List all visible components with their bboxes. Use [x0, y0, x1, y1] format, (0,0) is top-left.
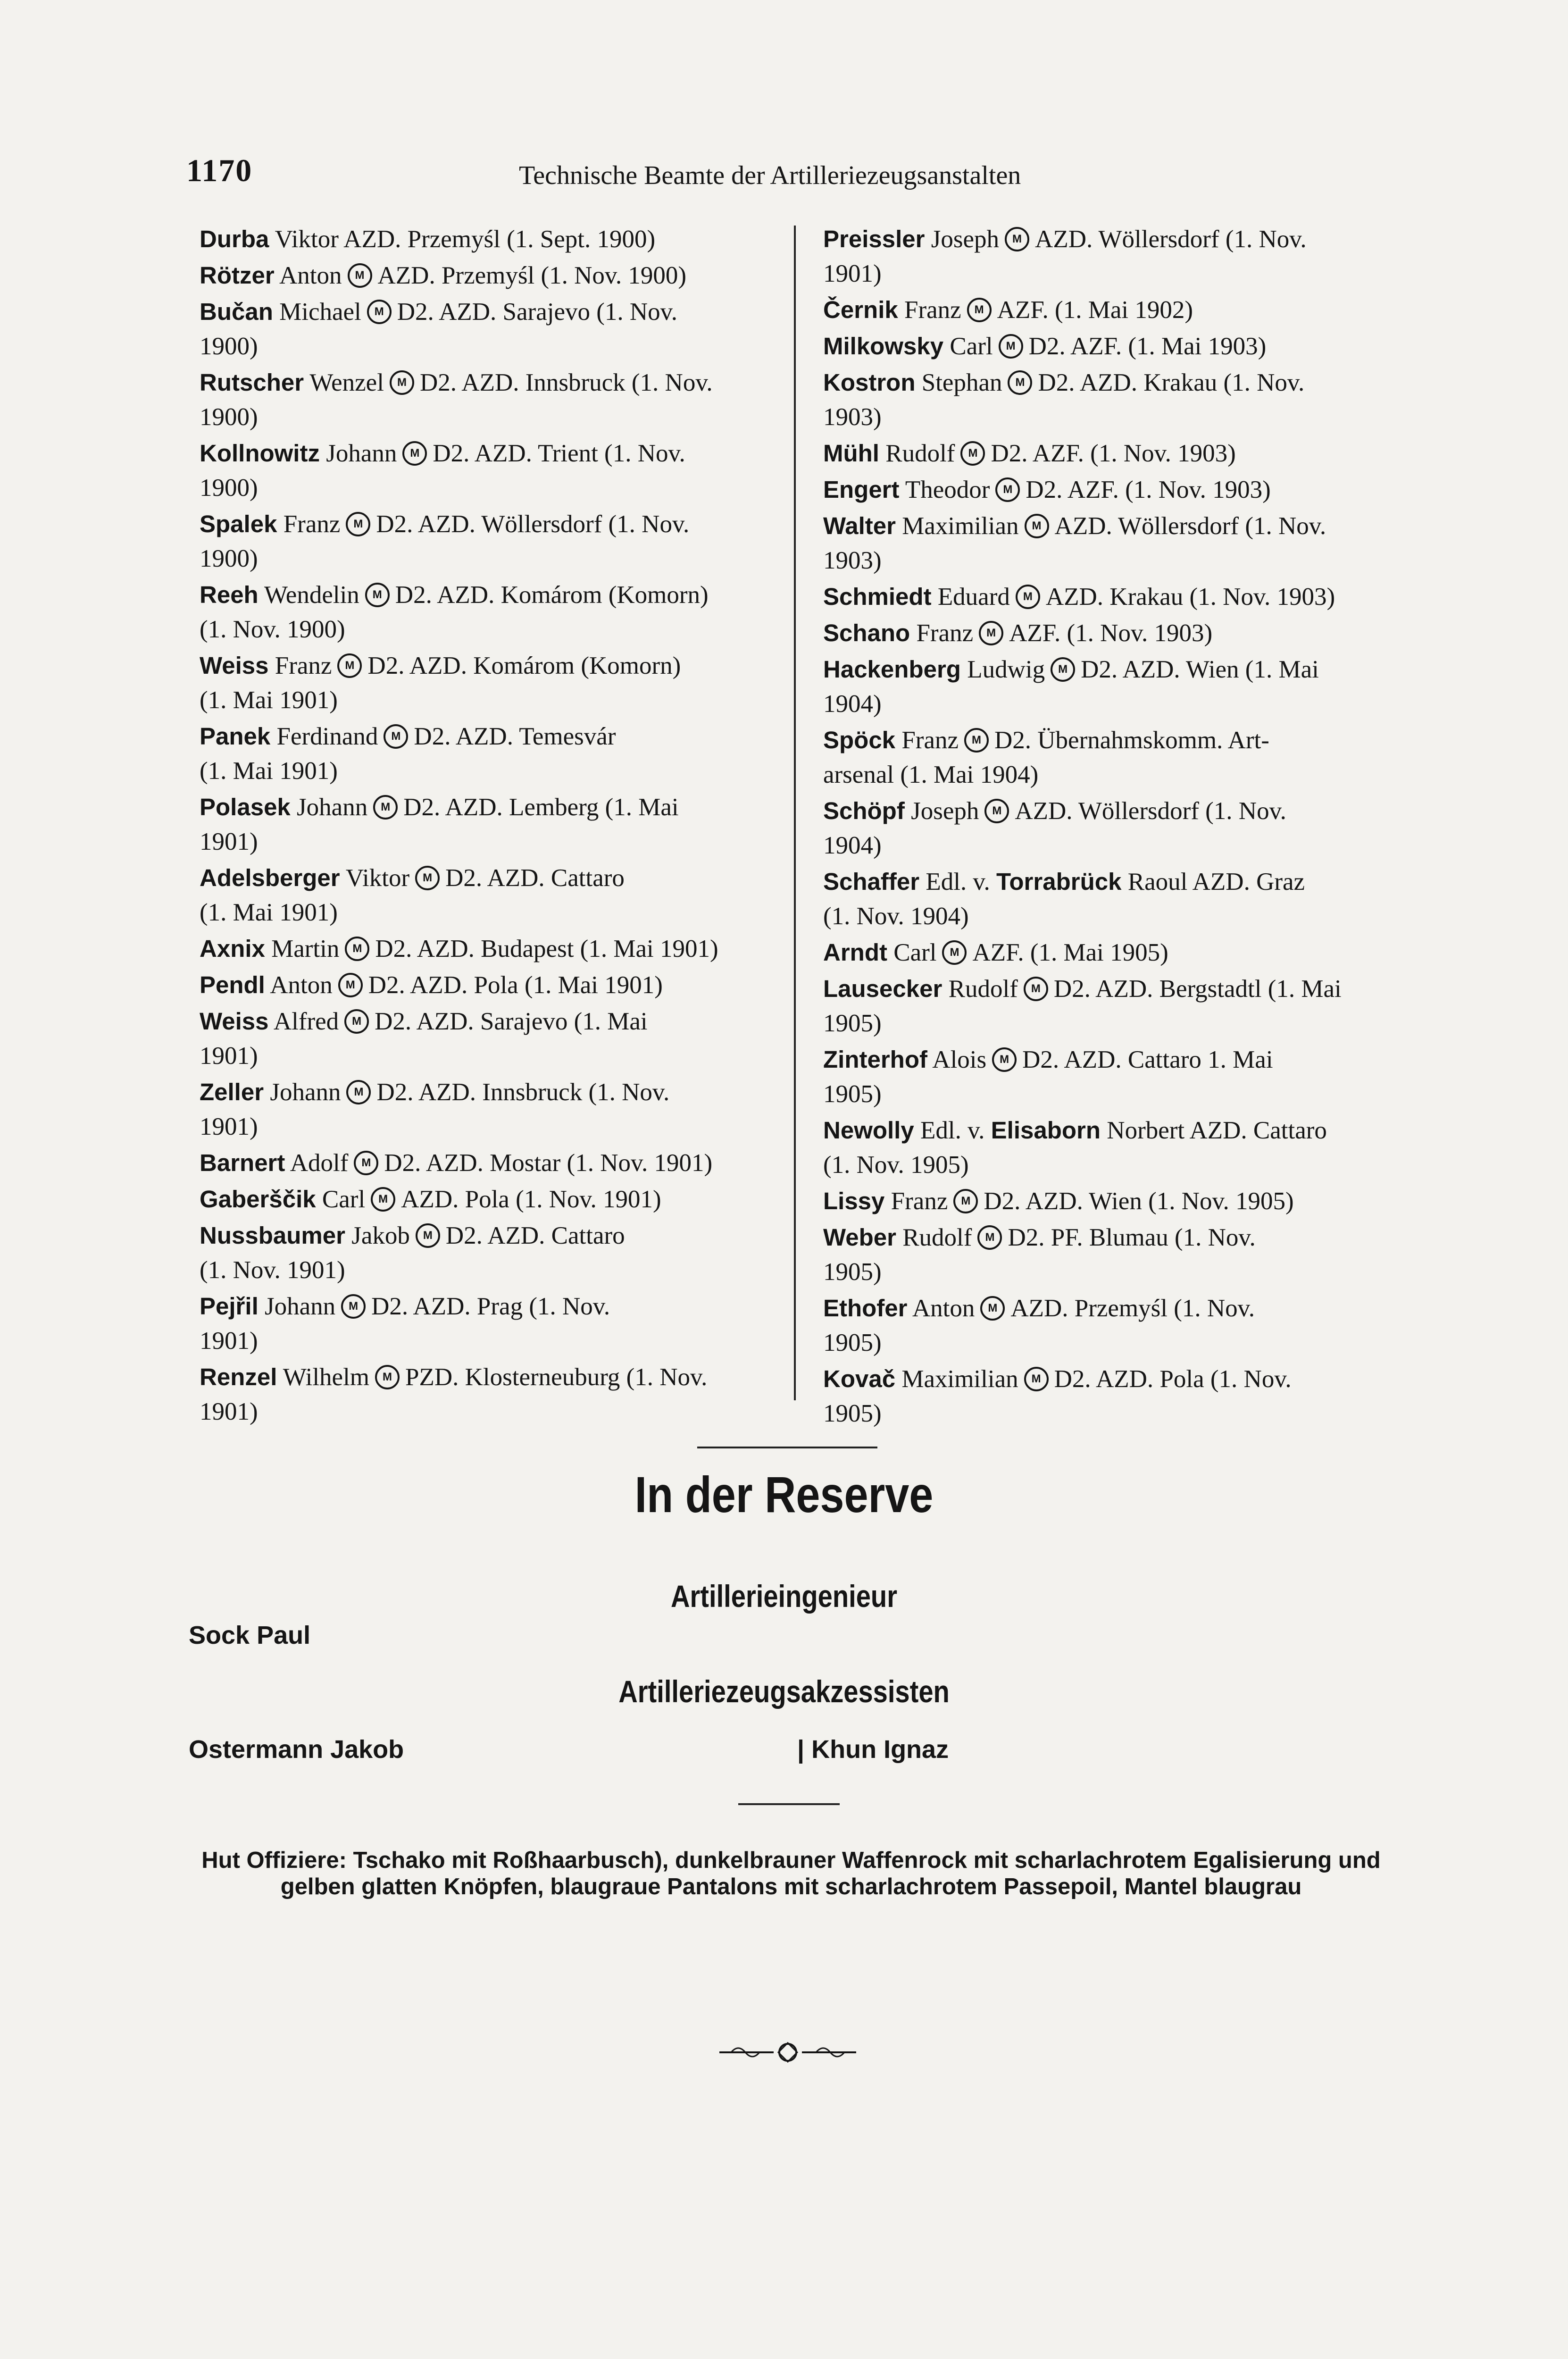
medal-m-icon: M [967, 298, 992, 322]
entry-surname: Preissler [823, 226, 925, 252]
entry-continuation: 1904) [823, 690, 882, 718]
entry-given-name: Ludwig [967, 656, 1045, 683]
entry-surname: Schaffer [823, 868, 920, 895]
list-item [200, 365, 801, 435]
entry-surname: Renzel [200, 1364, 277, 1390]
entry-continuation: 1905) [823, 1080, 882, 1108]
entry-details: D2. AZD. Pola (1. Nov. [1054, 1365, 1292, 1393]
entry-details: D2. AZD. Mostar (1. Nov. 1901) [384, 1149, 713, 1177]
medal-m-icon: M [367, 300, 392, 324]
entry-continuation: 1900) [200, 474, 258, 502]
entry-continuation: (1. Nov. 1905) [823, 1151, 969, 1179]
entry-surname: Rötzer [200, 262, 275, 289]
entry-details: D2. AZD. Wien (1. Nov. 1905) [984, 1188, 1294, 1215]
list-item [200, 719, 801, 788]
entry-surname: Lausecker [823, 975, 942, 1002]
medal-m-icon: M [384, 724, 408, 749]
list-item [823, 1362, 1422, 1431]
entry-given-name: Maximilian [902, 512, 1019, 540]
entry-details: D2. AZD. Innsbruck (1. Nov. [419, 369, 713, 396]
entry-given-name: Anton [279, 262, 342, 289]
entry-given-name: Joseph [911, 797, 979, 825]
section-rule-bottom [738, 1803, 840, 1805]
medal-m-icon: M [415, 866, 440, 890]
entry-surname: Arndt [823, 939, 887, 966]
list-item [200, 1360, 801, 1429]
entry-surname: Rutscher [200, 369, 304, 396]
entry-details: D2. AZD. Sarajevo (1. Mai [375, 1008, 648, 1035]
entry-surname: Reeh [200, 581, 259, 608]
list-item [200, 790, 801, 859]
right-column [823, 222, 1422, 1432]
entry-given-name: Edl. v. [920, 1117, 985, 1144]
entry-surname: Pejřil [200, 1293, 259, 1320]
list-item [200, 1004, 801, 1073]
entry-given-name: Alfred [273, 1008, 339, 1035]
page-number: 1170 [186, 152, 253, 188]
entry-given-name: Franz [901, 727, 959, 754]
entry-surname: Adelsberger [200, 864, 340, 891]
entry-surname: Schano [823, 619, 910, 646]
entry-details: D2. AZD. Temesvár [414, 723, 616, 750]
entry-surname: Spalek [200, 510, 277, 537]
medal-m-icon: M [992, 1047, 1017, 1072]
entry-given-name: Viktor AZD. Przemyśl (1. Sept. 1900) [275, 226, 656, 253]
entry-noble-name: Elisaborn [991, 1117, 1101, 1144]
entry-continuation: 1901) [200, 1398, 258, 1425]
entry-details: AZF. (1. Mai 1905) [972, 939, 1168, 966]
reserve-name-engineer: Sock Paul [189, 1621, 311, 1649]
medal-m-icon: M [1008, 370, 1032, 395]
entry-surname: Gaberščik [200, 1186, 316, 1213]
entry-details: AZD. Przemyśl (1. Nov. 1900) [377, 262, 687, 289]
list-item [200, 577, 801, 647]
entry-continuation: 1905) [823, 1010, 882, 1037]
entry-given-name: Franz [275, 652, 332, 679]
reserve-name-right: | Khun Ignaz [797, 1735, 949, 1764]
entry-surname: Kollnowitz [200, 440, 320, 467]
medal-m-icon: M [1005, 227, 1029, 251]
list-item [823, 293, 1422, 327]
list-item [200, 1218, 801, 1288]
entry-continuation: arsenal (1. Mai 1904) [823, 761, 1039, 788]
entry-continuation: 1900) [200, 403, 258, 431]
entry-continuation: 1905) [823, 1329, 882, 1356]
entry-surname: Panek [200, 723, 271, 750]
entry-given-name: Carl [893, 939, 937, 966]
entry-surname: Ethofer [823, 1295, 908, 1322]
entry-continuation: 1903) [823, 547, 882, 574]
medal-m-icon: M [346, 512, 370, 536]
entry-surname: Lissy [823, 1188, 885, 1214]
entry-details: AZD. Wöllersdorf (1. Nov. [1035, 226, 1307, 253]
entry-details: D2. AZD. Krakau (1. Nov. [1038, 369, 1305, 396]
uniform-note: Hut Offiziere: Tschako mit Roßhaarbusch), dunkelbrauner Waffenrock mit scharlachrotem Egalisierung und gelben glatten Knöpfen, blaugraue Pantalons mit scharlachrotem Passepoil, Mantel blaugrau [201, 1848, 1381, 1899]
entry-details: D2. AZD. Wien (1. Mai [1081, 656, 1319, 683]
list-item [823, 723, 1422, 792]
medal-m-icon: M [346, 1080, 371, 1104]
left-column [200, 222, 801, 1430]
entry-given-name: Theodor [905, 476, 990, 503]
entry-details: D2. AZD. Trient (1. Nov. [433, 440, 685, 467]
entry-details: D2. AZD. Lemberg (1. Mai [403, 794, 679, 821]
entry-given-name: Carl [950, 333, 993, 360]
entry-given-name: Franz [283, 510, 341, 538]
entry-given-name: Rudolf [948, 975, 1018, 1003]
entry-given-name: Carl [322, 1186, 366, 1213]
entry-continuation: 1905) [823, 1258, 882, 1286]
list-item [823, 222, 1422, 291]
entry-details: AZD. Pola (1. Nov. 1901) [401, 1186, 661, 1213]
entry-surname: Schmiedt [823, 583, 932, 610]
medal-m-icon: M [402, 441, 427, 466]
medal-m-icon: M [999, 334, 1023, 359]
reserve-subtitle-akzessisten: Artilleriezeugsakzessisten [618, 1674, 950, 1709]
entry-surname: Engert [823, 476, 900, 503]
entry-details: D2. AZD. Budapest (1. Mai 1901) [375, 935, 718, 962]
entry-continuation: (1. Nov. 1901) [200, 1256, 345, 1284]
entry-surname: Axnix [200, 935, 265, 962]
entry-details: PZD. Klosterneuburg (1. Nov. [405, 1364, 708, 1391]
list-item [823, 1113, 1422, 1182]
entry-details: D2. AZD. Cattaro [445, 1222, 625, 1249]
entry-continuation: 1905) [823, 1400, 882, 1427]
entry-details: D2. AZD. Cattaro 1. Mai [1022, 1046, 1273, 1073]
entry-surname: Kovač [823, 1365, 896, 1392]
list-item [823, 579, 1422, 614]
entry-surname: Walter [823, 512, 896, 539]
entry-continuation: 1900) [200, 545, 258, 572]
entry-given-name: Stephan [921, 369, 1002, 396]
list-item [200, 968, 801, 1003]
entry-given-name: Johann [326, 440, 397, 467]
medal-m-icon: M [1024, 977, 1048, 1001]
medal-m-icon: M [979, 621, 1003, 645]
entry-surname: Weber [823, 1224, 896, 1251]
entry-surname: Zinterhof [823, 1046, 927, 1073]
list-item [200, 294, 801, 364]
medal-m-icon: M [390, 370, 414, 395]
entry-given-name: Wendelin [264, 581, 359, 609]
entry-continuation: 1901) [200, 1113, 258, 1140]
entry-given-name: Franz [916, 619, 974, 647]
entry-given-name: Johann [265, 1293, 336, 1320]
entry-details: AZD. Krakau (1. Nov. 1903) [1045, 583, 1335, 611]
medal-m-icon: M [345, 937, 369, 961]
section-rule-top [697, 1447, 877, 1448]
entry-details: D2. AZD. Pola (1. Mai 1901) [368, 971, 663, 999]
entry-given-name: Eduard [937, 583, 1010, 611]
entry-given-name: Anton [270, 971, 333, 999]
entry-details: D2. AZF. (1. Nov. 1903) [991, 440, 1236, 467]
medal-m-icon: M [960, 441, 985, 466]
medal-m-icon: M [375, 1365, 400, 1389]
list-item [200, 931, 801, 966]
medal-m-icon: M [337, 653, 362, 678]
entry-surname: Mühl [823, 440, 879, 467]
reserve-title: In der Reserve [634, 1466, 934, 1523]
entry-given-name: Anton [912, 1295, 975, 1322]
medal-m-icon: M [977, 1225, 1002, 1250]
entry-continuation: 1904) [823, 832, 882, 859]
entry-given-name: Martin [271, 935, 340, 962]
list-item [823, 472, 1422, 507]
entry-given-name: Michael [279, 298, 361, 326]
entry-continuation: (1. Mai 1901) [200, 757, 338, 785]
entry-continuation: 1903) [823, 403, 882, 431]
entry-surname: Kostron [823, 369, 916, 396]
entry-details: AZD. Wöllersdorf (1. Nov. [1015, 797, 1286, 825]
list-item [823, 935, 1422, 970]
entry-details: D2. AZD. Komárom (Komorn) [367, 652, 681, 679]
entry-given-name: Franz [904, 296, 961, 324]
medal-m-icon: M [373, 795, 398, 820]
medal-m-icon: M [341, 1294, 366, 1319]
entry-details: Norbert AZD. Cattaro [1107, 1117, 1327, 1144]
ornament-icon [717, 2036, 859, 2069]
entry-details: D2. Übernahmskomm. Art- [994, 727, 1269, 754]
entry-surname: Barnert [200, 1149, 285, 1176]
list-item [200, 1146, 801, 1180]
entry-details: D2. AZD. Bergstadtl (1. Mai [1053, 975, 1342, 1003]
list-item [200, 436, 801, 505]
entry-details: D2. AZD. Innsbruck (1. Nov. [376, 1079, 670, 1106]
entry-surname: Pendl [200, 971, 265, 998]
list-item [200, 861, 801, 930]
entry-given-name: Alois [932, 1046, 987, 1073]
entry-continuation: 1901) [200, 1327, 258, 1355]
reserve-name-left: Ostermann Jakob [189, 1735, 404, 1764]
medal-m-icon: M [1016, 585, 1040, 609]
list-item [200, 222, 801, 257]
medal-m-icon: M [984, 799, 1009, 823]
entry-given-name: Rudolf [902, 1224, 972, 1251]
entry-surname: Schöpf [823, 797, 905, 824]
list-item [823, 1291, 1422, 1360]
entry-surname: Milkowsky [823, 333, 944, 360]
medal-m-icon: M [371, 1187, 395, 1212]
entry-details: Raoul AZD. Graz [1127, 868, 1305, 895]
entry-given-name: Wilhelm [283, 1364, 370, 1391]
entry-surname: Zeller [200, 1079, 264, 1105]
entry-given-name: Edl. v. [926, 868, 990, 895]
list-item [823, 436, 1422, 471]
entry-surname: Weiss [200, 652, 269, 679]
medal-m-icon: M [942, 940, 967, 965]
list-item [823, 365, 1422, 435]
entry-given-name: Johann [297, 794, 368, 821]
entry-details: D2. AZD. Prag (1. Nov. [371, 1293, 610, 1320]
medal-m-icon: M [964, 728, 989, 753]
medal-m-icon: M [995, 477, 1020, 502]
entry-given-name: Joseph [931, 226, 1000, 253]
entry-details: D2. AZF. (1. Nov. 1903) [1026, 476, 1271, 503]
medal-m-icon: M [953, 1189, 978, 1213]
entry-given-name: Johann [270, 1079, 341, 1106]
list-item [823, 1042, 1422, 1112]
list-item [200, 258, 801, 293]
list-item [200, 507, 801, 576]
entry-details: D2. AZD. Cattaro [445, 864, 625, 892]
entry-details: AZD. Przemyśl (1. Nov. [1010, 1295, 1255, 1322]
medal-m-icon: M [365, 583, 390, 607]
running-title: Technische Beamte der Artilleriezeugsanstalten [519, 161, 1021, 190]
entry-continuation: (1. Nov. 1900) [200, 616, 345, 643]
list-item [823, 616, 1422, 651]
entry-continuation: (1. Mai 1901) [200, 899, 338, 926]
entry-given-name: Franz [891, 1188, 948, 1215]
medal-m-icon: M [1024, 1367, 1049, 1391]
list-item [200, 1182, 801, 1217]
entry-given-name: Jakob [351, 1222, 410, 1249]
entry-continuation: 1901) [200, 828, 258, 855]
medal-m-icon: M [1051, 657, 1075, 682]
list-item [823, 329, 1422, 364]
entry-details: D2. PF. Blumau (1. Nov. [1008, 1224, 1256, 1251]
entry-continuation: (1. Nov. 1904) [823, 903, 969, 930]
medal-m-icon: M [1025, 514, 1049, 538]
list-item [823, 1220, 1422, 1289]
entry-surname: Weiss [200, 1008, 269, 1035]
entry-given-name: Viktor [345, 864, 410, 892]
list-item [823, 864, 1422, 934]
medal-m-icon: M [338, 973, 363, 997]
list-item [823, 509, 1422, 578]
entry-given-name: Ferdinand [276, 723, 378, 750]
entry-given-name: Maximilian [901, 1365, 1018, 1393]
list-item [200, 1289, 801, 1358]
entry-details: D2. AZD. Wöllersdorf (1. Nov. [376, 510, 690, 538]
entry-surname: Newolly [823, 1117, 914, 1144]
entry-continuation: (1. Mai 1901) [200, 686, 338, 714]
entry-details: D2. AZF. (1. Mai 1903) [1028, 333, 1267, 360]
entry-given-name: Adolf [290, 1149, 349, 1177]
entry-surname: Spöck [823, 727, 896, 753]
medal-m-icon: M [416, 1223, 440, 1248]
entry-noble-name: Torrabrück [996, 868, 1122, 895]
list-item [823, 971, 1422, 1041]
entry-surname: Durba [200, 226, 269, 252]
list-item [200, 1075, 801, 1144]
medal-m-icon: M [354, 1151, 378, 1175]
entry-details: AZD. Wöllersdorf (1. Nov. [1054, 512, 1326, 540]
list-item [200, 648, 801, 718]
entry-details: AZF. (1. Mai 1902) [997, 296, 1193, 324]
column-divider [794, 226, 796, 1400]
entry-details: D2. AZD. Sarajevo (1. Nov. [397, 298, 677, 326]
list-item [823, 1184, 1422, 1219]
entry-continuation: 1900) [200, 333, 258, 360]
entry-surname: Černik [823, 296, 898, 323]
medal-m-icon: M [980, 1296, 1005, 1321]
entry-continuation: 1901) [200, 1042, 258, 1070]
entry-surname: Bučan [200, 298, 273, 325]
list-item [823, 794, 1422, 863]
entry-continuation: 1901) [823, 260, 882, 287]
entry-surname: Nussbaumer [200, 1222, 345, 1249]
reserve-subtitle-engineer: Artillerieingenieur [670, 1579, 898, 1614]
entry-details: AZF. (1. Nov. 1903) [1009, 619, 1213, 647]
list-item [823, 652, 1422, 721]
medal-m-icon: M [348, 263, 372, 288]
entry-surname: Polasek [200, 794, 291, 820]
entry-surname: Hackenberg [823, 656, 961, 683]
entry-given-name: Wenzel [309, 369, 384, 396]
entry-details: D2. AZD. Komárom (Komorn) [395, 581, 709, 609]
entry-given-name: Rudolf [885, 440, 955, 467]
medal-m-icon: M [344, 1009, 369, 1034]
